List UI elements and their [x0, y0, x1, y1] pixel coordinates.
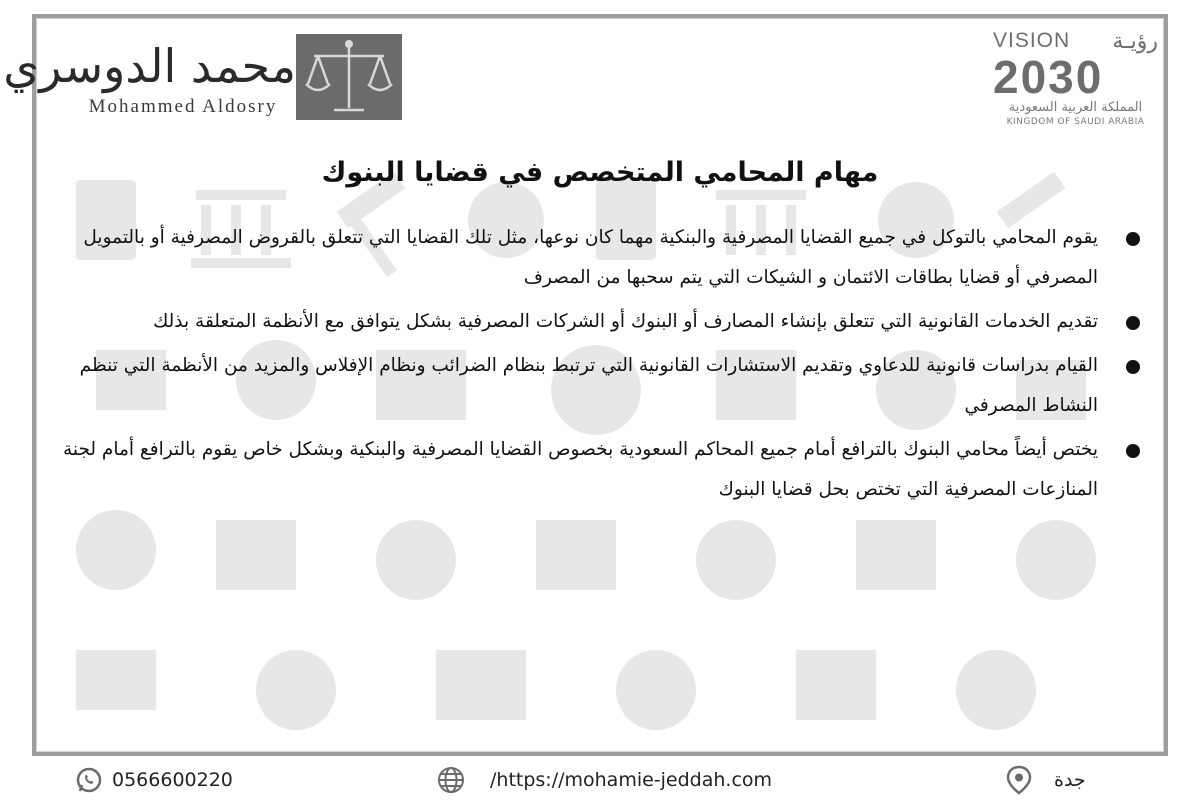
list-item [60, 218, 1140, 298]
location-pin-icon [1004, 765, 1034, 795]
vision-label-en: VISION [993, 29, 1071, 52]
kingdom-name-ar: المملكة العربية السعودية [1008, 100, 1143, 115]
list-item [60, 346, 1140, 426]
list-item [60, 430, 1140, 510]
bullet-icon [1126, 444, 1140, 458]
globe-icon [436, 765, 466, 795]
vision-year: 2030 [993, 51, 1104, 103]
bullet-icon [1126, 360, 1140, 374]
logo-english-name: Mohammed Aldosry [88, 96, 278, 117]
tasks-list [60, 218, 1140, 514]
list-item-text: يختص أيضاً محامي البنوك بالترافع أمام جميع المحاكم السعودية بخصوص القضايا المصرفية والبنكية وبشكل خاص يقوم بالترافع أمام لجنة المنازعات المصرفية التي تختص بحل قضايا البنوك [62, 439, 1098, 500]
footer-contact-bar [0, 760, 1200, 800]
page-title: مهام المحامي المتخصص في قضايا البنوك [321, 157, 879, 188]
footer-website[interactable] [436, 764, 772, 796]
vision-2030-logo [985, 28, 1160, 128]
scales-of-justice-icon [296, 34, 402, 120]
list-item [60, 302, 1140, 342]
list-item-text: يقوم المحامي بالتوكل في جميع القضايا المصرفية والبنكية مهما كان نوعها، مثل تلك القضايا التي تتعلق بالقروض المصرفية أو بالتمويل المصرفي أو قضايا بطاقات الائتمان و الشيكات التي يتم سحبها من المصرف [83, 227, 1098, 288]
footer-phone[interactable] [74, 764, 233, 796]
law-firm-logo [3, 34, 402, 120]
website-url: /https://mohamie-jeddah.com [490, 769, 773, 791]
bullet-icon [1126, 232, 1140, 246]
vision-label-ar: رؤيـة [1112, 28, 1158, 53]
bullet-icon [1126, 316, 1140, 330]
whatsapp-icon [74, 765, 104, 795]
list-item-text: القيام بدراسات قانونية للدعاوي وتقديم الاستشارات القانونية التي ترتبط بنظام الضرائب ونظام الإفلاس والمزيد من الأنظمة التي تنظم النشاط المصرفي [79, 355, 1098, 416]
logo-arabic-name: محمد الدوسري [3, 39, 296, 93]
kingdom-name-en: KINGDOM OF SAUDI ARABIA [1006, 117, 1145, 127]
phone-number: 0566600220 [112, 769, 233, 791]
list-item-text: تقديم الخدمات القانونية التي تتعلق بإنشاء المصارف أو البنوك أو الشركات المصرفية بشكل يتوافق مع الأنظمة المتعلقة بذلك [153, 311, 1098, 332]
footer-location [1004, 764, 1086, 796]
location-name: جدة [1054, 769, 1086, 791]
